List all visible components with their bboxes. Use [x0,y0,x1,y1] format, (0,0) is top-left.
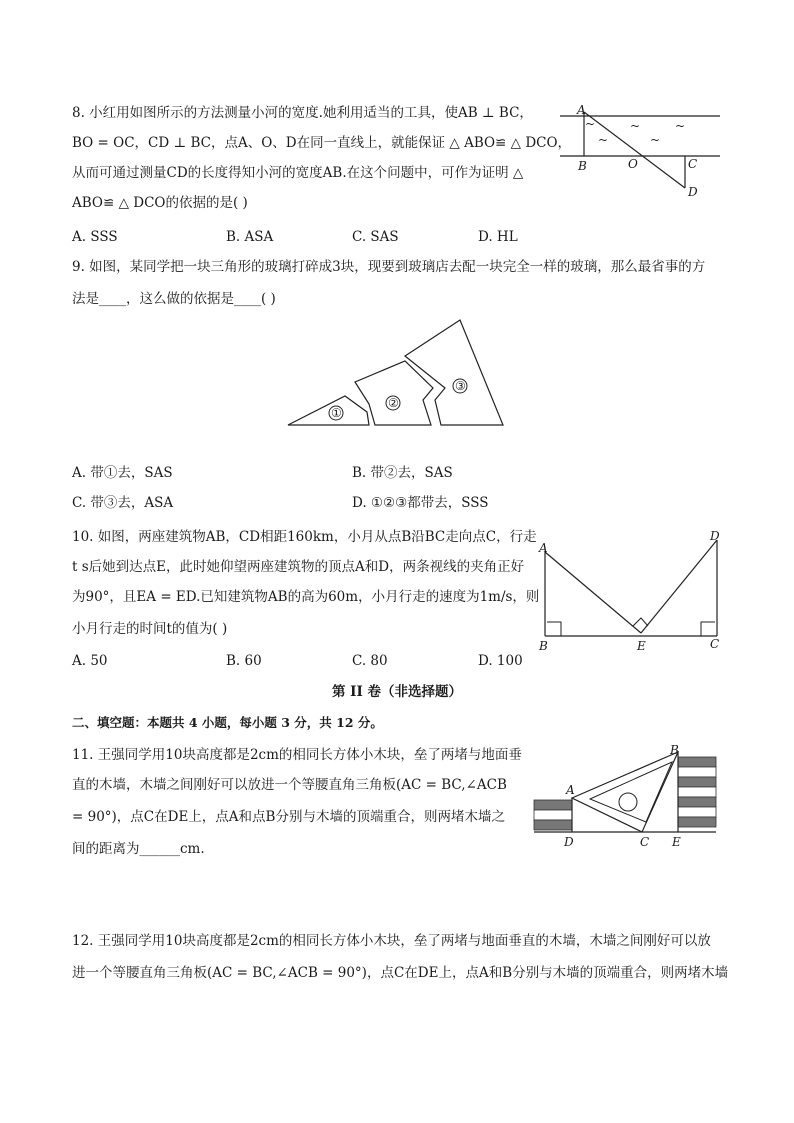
q8-line-1: 8. 小红用如图所示的方法测量小河的宽度.她利用适当的工具，使AB ⊥ BC， [72,105,533,121]
q9-line-1: 9. 如图，某同学把一块三角形的玻璃打碎成3块，现要到玻璃店去配一块完全一样的玻璃，那么最省事的方 [72,259,706,275]
q10-label-b: B [539,639,548,653]
q8-line-4: ABO≌ △ DCO的依据的是( ) [72,195,248,211]
q11-label-e: E [672,835,681,849]
q8-line-3: 从而可通过测量CD的长度得知小河的宽度AB.在这个问题中，可作为证明 △ [72,165,524,181]
q10-line-1: 10. 如图，两座建筑物AB，CD相距160km，小月从点B沿BC走向点C，行走 [72,529,537,545]
q8-label-a: A [577,103,586,117]
q8-label-o: O [628,157,638,171]
svg-text:~: ~ [650,133,661,147]
q12-line-2: 进一个等腰直角三角板(AC = BC,∠ACB = 90°)，点C在DE上，点A和B分别与木墙的顶端重合，则两堵木墙 [72,965,729,981]
svg-text:~: ~ [585,117,596,131]
q10-label-c: C [710,637,720,651]
q9-option-d: D. ①②③都带去，SSS [352,495,489,511]
q10-option-c: C. 80 [352,653,388,669]
q8-option-d: D. HL [478,229,518,245]
q9-label-3: ③ [455,379,466,393]
q12-line-1: 12. 王强同学用10块高度都是2cm的相同长方体小木块，垒了两堵与地面垂直的木墙，木墙之间刚好可以放 [72,933,711,949]
q11-label-c: C [640,835,650,849]
q11-wall-figure [530,744,730,852]
q8-option-a: A. SSS [72,229,118,245]
q9-glass-figure [285,316,510,431]
q8-line-2: BO = OC，CD ⊥ BC，点A、O、D在同一直线上，就能保证 △ ABO≌ △ DCO， [72,135,572,151]
q11-label-d: D [564,835,574,849]
q11-label-b: B [670,743,679,757]
q10-option-b: B. 60 [226,653,262,669]
q10-line-2: t s后她到达点E，此时她仰望两座建筑物的顶点A和D，两条视线的夹角正好 [72,559,525,575]
q11-line-3: = 90°)，点C在DE上，点A和点B分别与木墙的顶端重合，则两堵木墙之 [72,809,505,825]
q9-line-2: 法是____，这么做的依据是____( ) [72,291,276,307]
part2-title: 第 II 卷（非选择题） [331,684,463,700]
q8-option-c: C. SAS [352,229,399,245]
q8-label-b: B [578,159,587,173]
q10-line-4: 小月行走的时间t的值为( ) [72,621,228,637]
q9-label-1: ① [331,406,342,420]
q10-option-d: D. 100 [478,653,523,669]
svg-text:~: ~ [630,119,641,133]
q9-label-2: ② [388,396,399,410]
q10-line-3: 为90°，且EA = ED.已知建筑物AB的高为60m，小月行走的速度为1m/s，则 [72,589,540,605]
q9-option-b: B. 带②去，SAS [352,465,453,481]
q10-label-e: E [637,639,646,653]
q8-label-c: C [688,157,698,171]
q11-line-4: 间的距离为______cm. [72,841,205,857]
q9-option-a: A. 带①去，SAS [72,465,173,481]
q8-river-figure [560,100,730,200]
q11-line-1: 11. 王强同学用10块高度都是2cm的相同长方体小木块，垒了两堵与地面垂 [72,747,522,763]
svg-text:~: ~ [598,133,609,147]
q9-option-c: C. 带③去，ASA [72,495,174,511]
q10-option-a: A. 50 [72,653,108,669]
q11-line-2: 直的木墙，木墙之间刚好可以放进一个等腰直角三角板(AC = BC,∠ACB [72,777,507,793]
q10-label-a: A [539,541,548,555]
q11-label-a: A [566,783,575,797]
q10-label-d: D [710,529,720,543]
section-heading: 二、填空题：本题共 4 小题，每小题 3 分，共 12 分。 [72,715,383,730]
svg-text:~: ~ [675,119,686,133]
q8-option-b: B. ASA [226,229,274,245]
q8-label-d: D [688,185,698,199]
q10-buildings-figure [535,530,725,654]
